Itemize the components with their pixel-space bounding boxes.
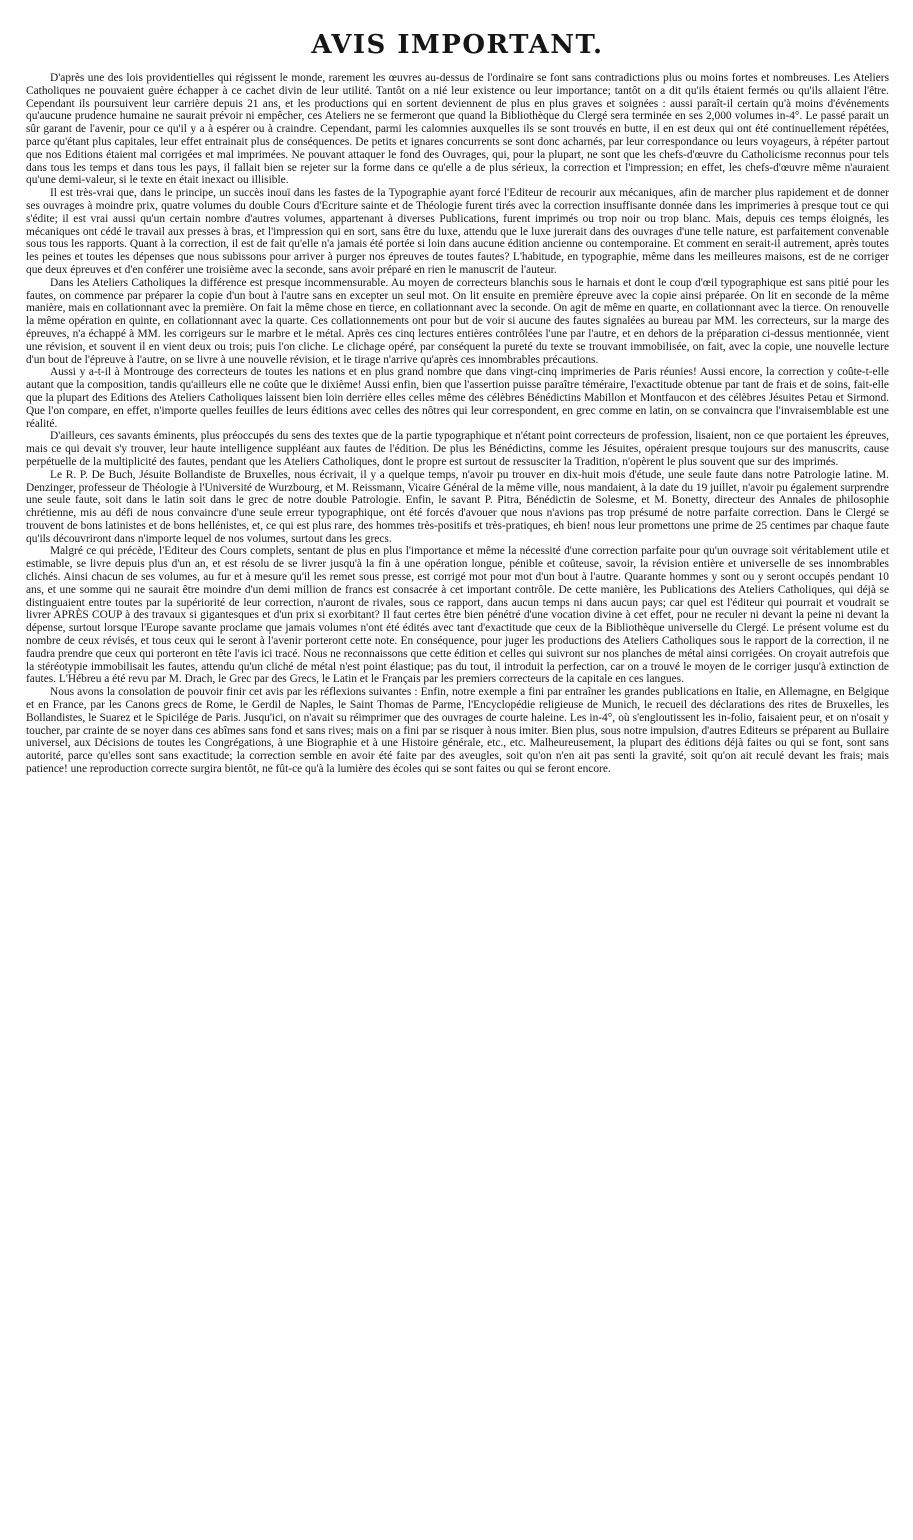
paragraph-7: Malgré ce qui précède, l'Editeur des Cours complets, sentant de plus en plus l'importance et même la nécessité d'une correction parfaite pour qu'un ouvrage soit véritablement utile et estimable, se livre depuis plus d'un an, et est résolu de se livrer jusqu'à la fin à une opération longue, pénible et coûteuse, savoir, la révision entière et universelle de ses innombrables clichés. Ainsi chacun de ses volumes, au fur et à mesure qu'il les remet sous presse, est corrigé mot pour mot d'un bout à l'autre. Quarante hommes y sont ou y seront occupés pendant 10 ans, et une somme qui ne saurait être moindre d'un demi million de francs est consacrée à cet important contrôle. De cette manière, les Publications des Ateliers Catholiques, qui déjà se distinguaient entre toutes par la supériorité de leur correction, n'auront de rivales, sous ce rapport, dans aucun temps ni dans aucun pays; car quel est l'éditeur qui pourrait et voudrait se livrer APRÈS COUP à des travaux si gigantesques et d'un prix si exorbitant? Il faut certes être bien pénétré d'une vocation divine à cet effet, pour ne reculer ni devant la peine ni devant la dépense, surtout lorsque l'Europe savante proclame que jamais volumes n'ont été édités avec tant d'exactitude que ceux de la Bibliothèque universelle du Clergé. Le présent volume est du nombre de ceux révisés, et tous ceux qui le seront à l'avenir porteront cette note. En conséquence, pour juger les productions des Ateliers Catholiques sous le rapport de la correction, il ne faudra prendre que ceux qui porteront en tête l'avis ici tracé. Nous ne reconnaissons que cette édition et celles qui suivront sur nos planches de métal ainsi corrigées. On croyait autrefois que la stéréotypie immobilisait les fautes, attendu qu'un cliché de métal n'est point élastique; pas du tout, il introduit la perfection, car on a trouvé le moyen de le corriger jusqu'à extinction de fautes. L'Hébreu a été revu par M. Drach, le Grec par des Grecs, le Latin et le Français par les premiers correcteurs de la capitale en ces langues. [26,545,889,686]
paragraph-5: D'ailleurs, ces savants éminents, plus préoccupés du sens des textes que de la partie typographique et n'étant point correcteurs de profession, lisaient, non ce que portaient les épreuves, mais ce qui devait s'y trouver, leur haute intelligence suppléant aux fautes de l'édition. De plus les Bénédictins, comme les Jésuites, opéraient presque toujours sur des manuscrits, cause perpétuelle de la multiplicité des fautes, pendant que les Ateliers Catholiques, dont le propre est surtout de ressusciter la Tradition, n'opèrent le plus souvent que sur des imprimés. [26,430,889,468]
paragraph-1: D'après une des lois providentielles qui régissent le monde, rarement les œuvres au-dessus de l'ordinaire se font sans contradictions plus ou moins fortes et nombreuses. Les Ateliers Catholiques ne pouvaient guère échapper à ce cachet divin de leur utilité. Tantôt on a nié leur existence ou leur importance; tantôt on a dit qu'ils étaient fermés ou qu'ils allaient l'être. Cependant ils poursuivent leur carrière depuis 21 ans, et les productions qui en sortent deviennent de plus en plus graves et soignées : aussi paraît-il certain qu'à moins d'événements qu'aucune prudence humaine ne saurait prévoir ni empêcher, ces Ateliers ne se fermeront que quand la Bibliothèque du Clergé sera terminée en ses 2,000 volumes in-4°. Le passé parait un sûr garant de l'avenir, pour ce qu'il y a à espérer ou à craindre. Cependant, parmi les calomnies auxquelles ils se sont trouvés en butte, il en est deux qui ont été continuellement répétées, parce qu'étant plus capitales, leur effet entrainait plus de conséquences. De petits et ignares concurrents se sont donc acharnés, par leur correspondance ou leurs voyageurs, à répéter partout que nos Editions étaient mal corrigées et mal imprimées. Ne pouvant attaquer le fond des Ouvrages, qui, pour la plupart, ne sont que les chefs-d'œuvre du Catholicisme reconnus pour tels dans tous les temps et dans tous les pays, il fallait bien se rejeter sur la forme dans ce qu'elle a de plus sérieux, la correction et l'impression; en effet, les chefs-d'œuvre même n'auraient qu'une demi-valeur, si le texte en était inexact ou illisible. [26,72,889,187]
page-title: AVIS IMPORTANT. [311,30,604,60]
paragraph-2: Il est très-vrai que, dans le principe, un succès inouï dans les fastes de la Typographie ayant forcé l'Editeur de recourir aux mécaniques, afin de marcher plus rapidement et de donner ses ouvrages à moindre prix, quatre volumes du double Cours d'Ecriture sainte et de Théologie furent tirés avec la correction insuffisante donnée dans les imprimeries à presque tout ce qui s'édite; il est vrai aussi qu'un certain nombre d'autres volumes, appartenant à diverses Publications, furent imprimés ou trop noir ou trop blanc. Mais, depuis ces temps éloignés, les mécaniques ont cédé le travail aux presses à bras, et l'impression qui en sort, sans être du luxe, attendu que le luxe jurerait dans des ouvrages d'une telle nature, est parfaitement convenable sous tous les rapports. Quant à la correction, il est de fait qu'elle n'a jamais été portée si loin dans aucune édition ancienne ou contemporaine. Et comment en serait-il autrement, après toutes les peines et toutes les dépenses que nous subissons pour arriver à purger nos épreuves de toutes fautes? L'habitude, en typographie, même dans les meilleures maisons, est de ne corriger que deux épreuves et d'en conférer une troisième avec la seconde, sans avoir préparé en rien le manuscrit de l'auteur. [26,187,889,276]
document-body [26,72,889,776]
paragraph-3: Dans les Ateliers Catholiques la différence est presque incommensurable. Au moyen de correcteurs blanchis sous le harnais et dont le coup d'œil typographique est sans pitié pour les fautes, on commence par préparer la copie d'un bout à l'autre sans en excepter un seul mot. On lit ensuite en première épreuve avec la copie ainsi préparée. On lit en seconde de la même manière, mais en collationnant avec la première. On fait la même chose en tierce, en collationnant avec la seconde. On agit de même en quarte, en collationnant avec la tierce. On renouvelle la même opération en quinte, en collationnant avec la quarte. Ces collationnements ont pour but de voir si aucune des fautes signalées au bureau par MM. les correcteurs, sur la marge des épreuves, n'a échappé à MM. les corrigeurs sur le marbre et le métal. Après ces cinq lectures entières contrôlées l'une par l'autre, et en dehors de la préparation ci-dessus mentionnée, vient une révision, et souvent il en vient deux ou trois; puis l'on cliche. Le clichage opéré, par conséquent la pureté du texte se trouvant immobilisée, on fait, avec la copie, une nouvelle lecture d'un bout de l'épreuve à l'autre, on se livre à une nouvelle révision, et le tirage n'arrive qu'après ces innombrables précautions. [26,276,889,366]
paragraph-8: Nous avons la consolation de pouvoir finir cet avis par les réflexions suivantes : Enfin, notre exemple a fini par entraîner les grandes publications en Italie, en Allemagne, en Belgique et en France, par les Canons grecs de Rome, le Gerdil de Naples, le Saint Thomas de Parme, l'Encyclopédie religieuse de Munich, le recueil des déclarations des rites de Bruxelles, les Bollandistes, le Suarez et le Spicilége de Paris. Jusqu'ici, on n'avait su réimprimer que des ouvrages de courte haleine. Les in-4°, où s'engloutissent les in-folio, faisaient peur, et on n'osait y toucher, par crainte de se noyer dans ces abîmes sans fond et sans rives; mais on a fini par se risquer à nous imiter. Bien plus, sous notre impulsion, d'autres Editeurs se préparent au Bullaire universel, aux Décisions de toutes les Congrégations, à une Biographie et à une Histoire générale, etc., etc. Malheureusement, la plupart des éditions déjà faites ou qui se font, sont sans autorité, parce qu'elles sont sans exactitude; la correction semble en avoir été faite par des aveugles, soit qu'on n'en ait pas senti la gravité, soit qu'on ait reculé devant les frais; mais patience! une reproduction correcte surgira bientôt, ne fût-ce qu'à la lumière des écoles qui se sont faites ou qui se feront encore. [26,686,889,776]
paragraph-4: Aussi y a-t-il à Montrouge des correcteurs de toutes les nations et en plus grand nombre que dans vingt-cinq imprimeries de Paris réunies! Aussi encore, la correction y coûte-t-elle autant que la composition, tandis qu'ailleurs elle ne coûte que le dixième! Aussi enfin, bien que l'assertion puisse paraître téméraire, l'exactitude obtenue par tant de frais et de soins, fait-elle que la plupart des Editions des Ateliers Catholiques laissent bien loin derrière elles celles même des célèbres Bénédictins Mabillon et Montfaucon et des célèbres Jésuites Petau et Sirmond. Que l'on compare, en effet, n'importe quelles feuilles de leurs éditions avec celles des nôtres qui leur correspondent, en grec comme en latin, on se convaincra que l'invraisemblable est une réalité. [26,366,889,430]
paragraph-6: Le R. P. De Buch, Jésuite Bollandiste de Bruxelles, nous écrivait, il y a quelque temps, n'avoir pu trouver en dix-huit mois d'étude, une seule faute dans notre Patrologie latine. M. Denzinger, professeur de Théologie à l'Université de Wurzbourg, et M. Reissmann, Vicaire Général de la même ville, nous mandaient, à la date du 19 juillet, n'avoir pu également surprendre une seule faute, soit dans le latin soit dans le grec de notre double Patrologie. Enfin, le savant P. Pitra, Bénédictin de Solesme, et M. Bonetty, directeur des Annales de philosophie chrétienne, mis au défi de nous convaincre d'une seule erreur typographique, ont été forcés d'avouer que nous n'avions pas trop présumé de notre parfaite correction. Dans le Clergé se trouvent de bons latinistes et de bons hellénistes, et, ce qui est plus rare, des hommes très-positifs et très-pratiques, eh bien! nous leur promettons une prime de 25 centimes par chaque faute qu'ils découvriront dans n'importe lequel de nos volumes, surtout dans les grecs. [26,468,889,545]
